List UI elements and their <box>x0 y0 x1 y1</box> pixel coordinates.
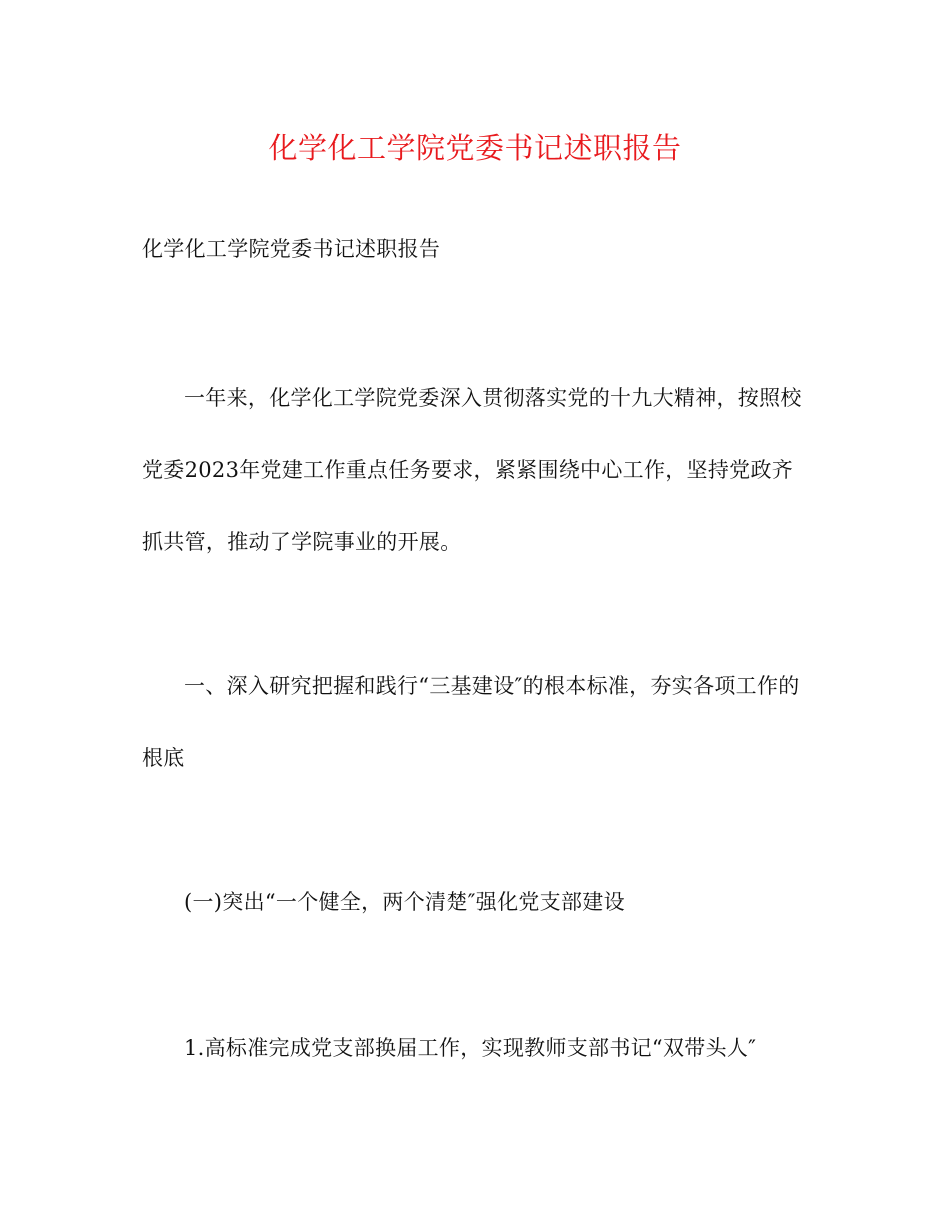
intro-paragraph: 一年来，化学化工学院党委深入贯彻落实党的十九大精神，按照校党委2023年党建工作重点任务要求，紧紧围绕中心工作，坚持党政齐抓共管，推动了学院事业的开展。 <box>142 386 802 554</box>
subsection-heading-1: (一)突出“一个健全，两个清楚″强化党支部建设 <box>184 890 625 914</box>
document-subtitle: 化学化工学院党委书记述职报告 <box>142 237 441 261</box>
document-title: 化学化工学院党委书记述职报告 <box>268 131 682 165</box>
list-item-1: 1.高标准完成党支部换届工作，实现教师支部书记“双带头人″ <box>184 1036 757 1060</box>
section-heading-1: 一、深入研究把握和践行“三基建设″的根本标准，夯实各项工作的根底 <box>142 674 800 770</box>
